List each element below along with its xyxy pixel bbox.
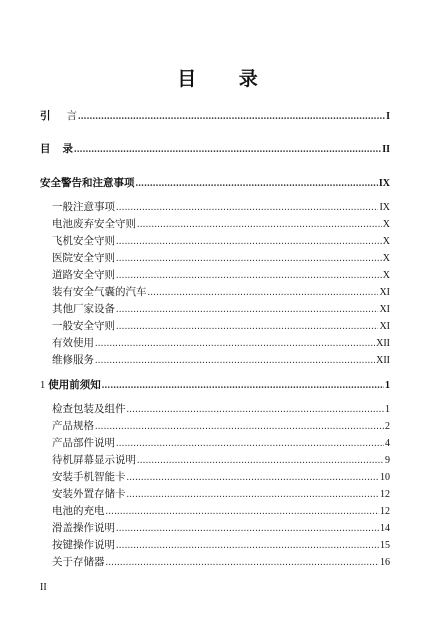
toc-entry-chapter-1[interactable] [40,377,390,393]
toc-entry-page: 2 [385,421,390,432]
toc-entry[interactable] [52,352,390,368]
leader-dots [78,109,385,125]
toc-entry[interactable] [52,335,390,351]
toc-entry[interactable] [52,520,390,536]
leader-dots [116,436,384,452]
toc-entry[interactable] [52,216,390,232]
toc-entry-page: 12 [380,489,390,500]
leader-dots [95,336,375,352]
toc-entry-label: 安全警告和注意事项 [40,177,135,189]
toc-entry[interactable] [52,537,390,553]
leader-dots [116,200,378,216]
toc-entry-page: X [382,253,390,264]
toc-entry-page: IX [378,178,390,189]
toc-entry-contents[interactable] [40,141,390,157]
toc-entry-page: 1 [385,404,390,415]
toc-entry-label: 安装外置存储卡 [52,488,126,500]
leader-dots [102,378,384,394]
leader-dots [95,419,384,435]
toc-entry-page: X [382,236,390,247]
toc-entry-label: 按键操作说明 [52,539,115,551]
toc-label-part: 言 [66,110,77,122]
toc-entry[interactable] [52,418,390,434]
toc-entry-page: 16 [380,557,390,568]
toc-entry-label: 飞机安全守则 [52,235,115,247]
toc-label-part: 引 [40,110,51,122]
leader-dots [148,285,379,301]
toc-entry-label: 一般注意事项 [52,201,115,213]
toc-entry-label: 产品部件说明 [52,437,115,449]
toc-entry[interactable] [52,233,390,249]
toc-entry-page: 12 [380,506,390,517]
leader-dots [116,234,382,250]
leader-dots [127,470,380,486]
toc-entry-page: 10 [380,472,390,483]
toc-entry[interactable] [52,469,390,485]
toc-entry-label [40,108,77,124]
page-number: II [40,582,47,593]
toc-entry-label: 医院安全守则 [52,252,115,264]
toc-entry-label: 关于存储器 [52,556,105,568]
toc-entry-page: I [386,111,390,122]
toc-entry[interactable] [52,401,390,417]
toc-entry-page: II [382,144,390,155]
toc-entry-page: X [382,270,390,281]
leader-dots [116,521,379,537]
leader-dots [106,504,380,520]
toc-entry[interactable] [52,267,390,283]
toc-entry-label: 维修服务 [52,354,94,366]
toc-entry-label: 产品规格 [52,420,94,432]
toc-entry-label: 其他厂家设备 [52,303,115,315]
toc-entry-safety-warnings[interactable] [40,175,390,191]
toc-entry-page: XII [376,355,390,366]
toc-entry-page: 4 [385,438,390,449]
toc-label-part: 使用前须知 [48,379,101,391]
toc-entry-page: XI [379,321,390,332]
toc-entry[interactable] [52,486,390,502]
toc-entry[interactable] [52,250,390,266]
leader-dots [127,402,385,418]
toc-entry-introduction[interactable] [40,108,390,124]
toc-entry-page: 15 [380,540,390,551]
toc-entry-page: IX [379,202,390,213]
toc-entry-label: 电池废弃安全守则 [52,218,136,230]
toc-entry-label: 一般安全守则 [52,320,115,332]
leader-dots [137,453,384,469]
toc-entry-label: 滑盖操作说明 [52,522,115,534]
leader-dots [127,487,380,503]
toc-entry[interactable] [52,318,390,334]
toc-entry-page: X [382,219,390,230]
leader-dots [116,251,382,267]
toc-entry-page: XII [376,338,390,349]
toc-entry[interactable] [52,503,390,519]
leader-dots [74,142,381,158]
leader-dots [95,353,375,369]
toc-label-part: 目 [40,143,51,155]
toc-entry-page: 9 [385,455,390,466]
leader-dots [136,176,378,192]
toc-entry-label: 待机屏幕显示说明 [52,454,136,466]
toc-entry-label: 道路安全守则 [52,269,115,281]
chapter-number: 1 [40,380,46,391]
toc-entry-label: 电池的充电 [52,505,105,517]
toc-entry-label: 有效使用 [52,337,94,349]
leader-dots [116,302,378,318]
toc-entry[interactable] [52,284,390,300]
toc-entry[interactable] [52,554,390,570]
toc-entry-label [40,141,73,157]
page-title: 目 录 [177,68,276,90]
toc-entry[interactable] [52,435,390,451]
toc-entry-page: XI [379,304,390,315]
leader-dots [116,319,378,335]
toc-entry-page: XI [379,287,390,298]
leader-dots [116,538,379,554]
leader-dots [137,217,382,233]
toc-entry-label: 安装手机智能卡 [52,471,126,483]
toc-entry-page: 1 [385,380,390,391]
leader-dots [106,555,380,571]
toc-entry-label: 检查包装及组件 [52,403,126,415]
toc-entry-label: 装有安全气囊的汽车 [52,286,147,298]
toc-entry[interactable] [52,452,390,468]
toc-entry-label [40,377,101,394]
toc-label-part: 录 [62,143,73,155]
leader-dots [116,268,382,284]
toc-entry[interactable] [52,199,390,215]
toc-entry-page: 14 [380,523,390,534]
toc-entry[interactable] [52,301,390,317]
